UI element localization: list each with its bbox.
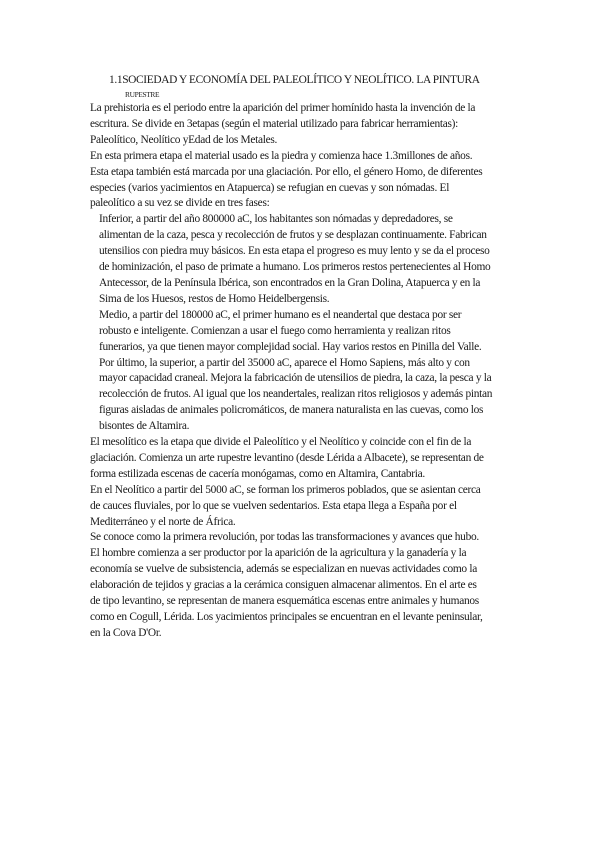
text-line: escritura. Se divide en 3etapas (según el material utilizado para fabricar herramientas): (90, 117, 458, 130)
paragraph (86, 212, 526, 307)
paragraph (86, 530, 526, 641)
text-line: paleolítico a su vez se divide en tres fases: (90, 197, 270, 210)
text-line: Sima de los Huesos, restos de Homo Heidelbergensis. (99, 292, 330, 305)
paragraph (86, 101, 526, 149)
text-line: glaciación. Comienza un arte rupestre levantino (desde Lérida a Albacete), se representan de (90, 451, 484, 464)
text-line: elaboración de tejidos y gracias a la cerámica consiguen almacenar alimentos. En el arte es (90, 579, 477, 592)
text-line: funerarios, ya que tienen mayor complejidad social. Hay varios restos en Pinilla del Valle. (99, 340, 482, 353)
text-line: Se conoce como la primera revolución, por todas las transformaciones y avances que hubo. (90, 531, 479, 544)
paragraph (86, 149, 526, 213)
text-line: bisontes de Altamira. (99, 420, 190, 433)
text-line: Inferior, a partir del año 800000 aC, los habitantes son nómadas y depredadores, se (99, 213, 453, 226)
paragraph (86, 435, 526, 483)
text-line: economía se vuelve de subsistencia, además se especializan en nuevas actividades como la (90, 563, 477, 576)
text-line: El mesolítico es la etapa que divide el Paleolítico y el Neolítico y coincide con el fin de la (90, 436, 472, 449)
text-line: En el Neolítico a partir del 5000 aC, se forman los primeros poblados, que se asientan cerca (90, 483, 481, 496)
text-line: El hombre comienza a ser productor por la aparición de la agricultura y la ganadería y la (90, 547, 467, 560)
text-line: Esta etapa también está marcada por una glaciación. Por ello, el género Homo, de diferentes (90, 165, 483, 178)
text-line: Por último, la superior, a partir del 35000 aC, aparece el Homo Sapiens, más alto y con (99, 356, 470, 369)
paragraph (86, 483, 526, 531)
text-line: forma estilizada escenas de cacería monógamas, como en Altamira, Cantabria. (90, 467, 425, 480)
text-line: Antecessor, de la Península Ibérica, son encontrados en la Gran Dolina, Atapuerca y en la (99, 276, 481, 289)
title-line: RUPESTRE (125, 89, 160, 99)
title-line: 1.1SOCIEDAD Y ECONOMÍA DEL PALEOLÍTICO Y NEOLÍTICO. LA PINTURA (109, 74, 480, 86)
text-line: como en Cogull, Lérida. Los yacimientos principales se encuentran en el levante peninsular, (90, 611, 483, 623)
text-line: utensilios con piedra muy básicos. En esta etapa el progreso es muy lento y se da el proceso (99, 245, 490, 258)
document-title (109, 73, 539, 102)
text-line: La prehistoria es el periodo entre la aparición del primer homínido hasta la invención de la (90, 102, 476, 114)
text-line: En esta primera etapa el material usado es la piedra y comienza hace 1.3millones de años. (90, 149, 473, 162)
text-line: alimentan de la caza, pesca y recolección de frutos y se desplazan continuamente. Fabrican (99, 229, 487, 242)
text-line: especies (varios yacimientos en Atapuerca) se refugian en cuevas y son nómadas. El (90, 181, 450, 194)
text-line: de hominización, el paso de primate a humano. Los primeros restos pertenecientes al Homo (99, 261, 491, 274)
text-line: mayor capacidad craneal. Mejora la fabricación de utensilios de piedra, la caza, la pesca y la (99, 372, 492, 385)
text-line: recolección de frutos. Al igual que los neandertales, realizan ritos religiosos y además pintan (99, 388, 493, 401)
text-line: Medio, a partir del 180000 aC, el primer humano es el neandertal que destaca por ser (99, 308, 462, 321)
text-line: de tipo levantino, se representan de manera esquemática escenas entre animales y humanos (90, 595, 479, 608)
text-line: de cauces fluviales, por lo que se vuelven sedentarios. Esta etapa llega a España por el (90, 499, 457, 512)
paragraph (86, 308, 526, 356)
document-body (86, 101, 526, 642)
text-line: robusto e inteligente. Comienzan a usar el fuego como herramienta y realizan ritos (99, 324, 451, 337)
text-line: Mediterráneo y el norte de África. (90, 515, 236, 528)
text-line: en la Cova D'Or. (90, 626, 162, 639)
paragraph (86, 356, 526, 436)
text-line: Paleolítico, Neolítico yEdad de los Metales. (90, 133, 278, 146)
text-line: figuras aisladas de animales policromáticos, de manera naturalista en las cuevas, como los (99, 404, 484, 417)
